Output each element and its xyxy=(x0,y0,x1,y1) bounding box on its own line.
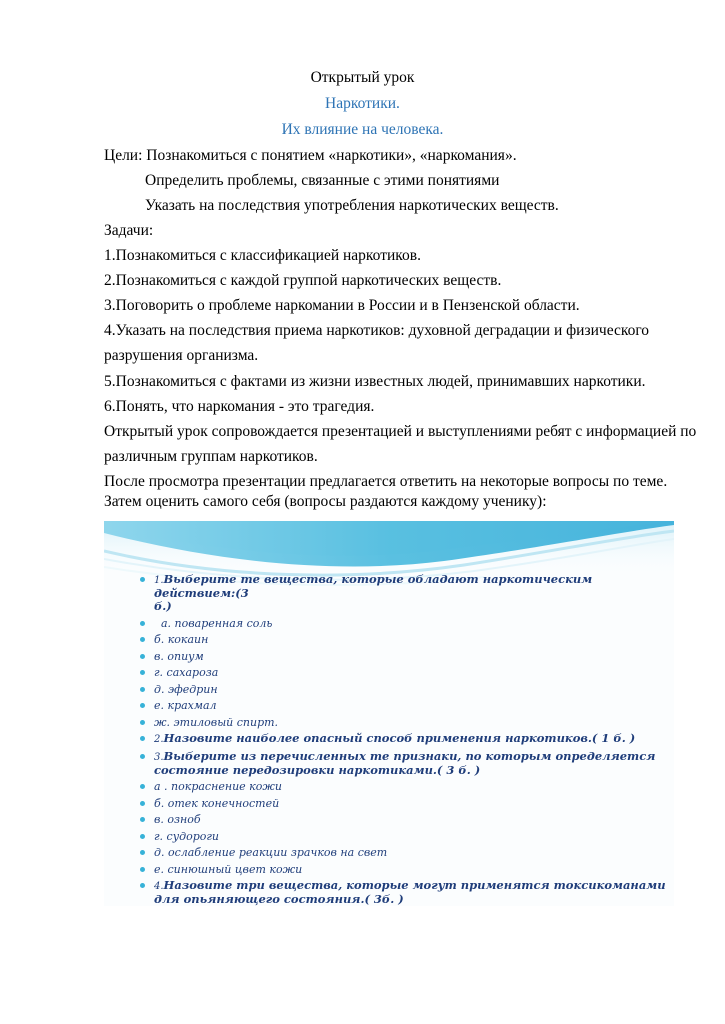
answer-option: г. судороги xyxy=(104,830,674,843)
question-number: 2. xyxy=(154,734,164,745)
answer-option: а . покраснение кожи xyxy=(104,780,674,793)
answer-option: в. опиум xyxy=(104,650,674,663)
answer-option: ж. этиловый спирт. xyxy=(104,716,674,729)
answer-option: е. синюшный цвет кожи xyxy=(104,863,674,876)
answer-option: д. ослабление реакции зрачков на свет xyxy=(104,846,674,859)
question-text: Выберите те вещества, которые обладают наркотическим действием:(3 xyxy=(154,572,593,600)
question-text-cont: б.) xyxy=(154,599,172,613)
answer-option: б. кокаин xyxy=(104,633,674,646)
answer-option: а. поваренная соль xyxy=(104,617,674,630)
question-4 xyxy=(104,879,674,906)
question-text-cont: для опьяняющего состояния.( 3б. ) xyxy=(154,892,404,906)
question-2 xyxy=(104,732,674,746)
paragraph-line: Открытый урок сопровождается презентацией и выступлениями ребят с информацией по xyxy=(104,423,697,440)
task-item: 2.Познакомиться с каждой группой наркотических веществ. xyxy=(104,272,502,289)
question-text: Выберите из перечисленных те признаки, по которым определяется xyxy=(163,748,656,763)
paragraph-line: Затем оценить самого себя (вопросы раздаются каждому ученику): xyxy=(104,493,547,510)
question-text-cont: состояние передозировки наркотиками.( 3 б. ) xyxy=(154,762,481,777)
task-item: 5.Познакомиться с фактами из жизни известных людей, принимавших наркотики. xyxy=(104,373,646,390)
question-1 xyxy=(104,573,674,613)
quiz-list xyxy=(104,573,674,906)
lesson-label: Открытый урок xyxy=(310,69,415,86)
goal-line-3: Указать на последствия употребления наркотических веществ. xyxy=(145,197,559,214)
question-3 xyxy=(104,750,674,777)
page-subtitle: Их влияние на человека. xyxy=(281,121,444,138)
question-number: 3. xyxy=(154,751,164,763)
paragraph-line: различным группам наркотиков. xyxy=(104,448,318,465)
question-text: Назовите наиболее опасный способ применения наркотиков.( 1 б. ) xyxy=(163,731,636,745)
answer-option: е. крахмал xyxy=(104,699,674,712)
answer-option: д. эфедрин xyxy=(104,683,674,696)
task-item: 6.Понять, что наркомания - это трагедия. xyxy=(104,398,375,415)
page-title: Наркотики. xyxy=(325,95,400,112)
tasks-heading: Задачи: xyxy=(104,222,154,239)
task-item: 4.Указать на последствия приема наркотиков: духовной деградации и физического xyxy=(104,322,650,339)
paragraph-line: После просмотра презентации предлагается ответить на некоторые вопросы по теме. xyxy=(104,473,668,490)
question-number: 1. xyxy=(154,575,164,586)
quiz-slide-image xyxy=(104,521,674,906)
goal-line-2: Определить проблемы, связанные с этими понятиями xyxy=(145,172,500,189)
goal-line-1: Цели: Познакомиться с понятием «наркотики», «наркомания». xyxy=(104,147,517,164)
answer-option: г. сахароза xyxy=(104,666,674,679)
task-item: разрушения организма. xyxy=(104,347,259,364)
question-text: Назовите три вещества, которые могут применятся токсикоманами xyxy=(163,878,666,892)
task-item: 3.Поговорить о проблеме наркомании в России и в Пензенской области. xyxy=(104,297,580,314)
answer-option: б. отек конечностей xyxy=(104,797,674,810)
question-number: 4. xyxy=(154,881,164,892)
task-item: 1.Познакомиться с классификацией наркотиков. xyxy=(104,247,421,264)
answer-option: в. озноб xyxy=(104,813,674,826)
